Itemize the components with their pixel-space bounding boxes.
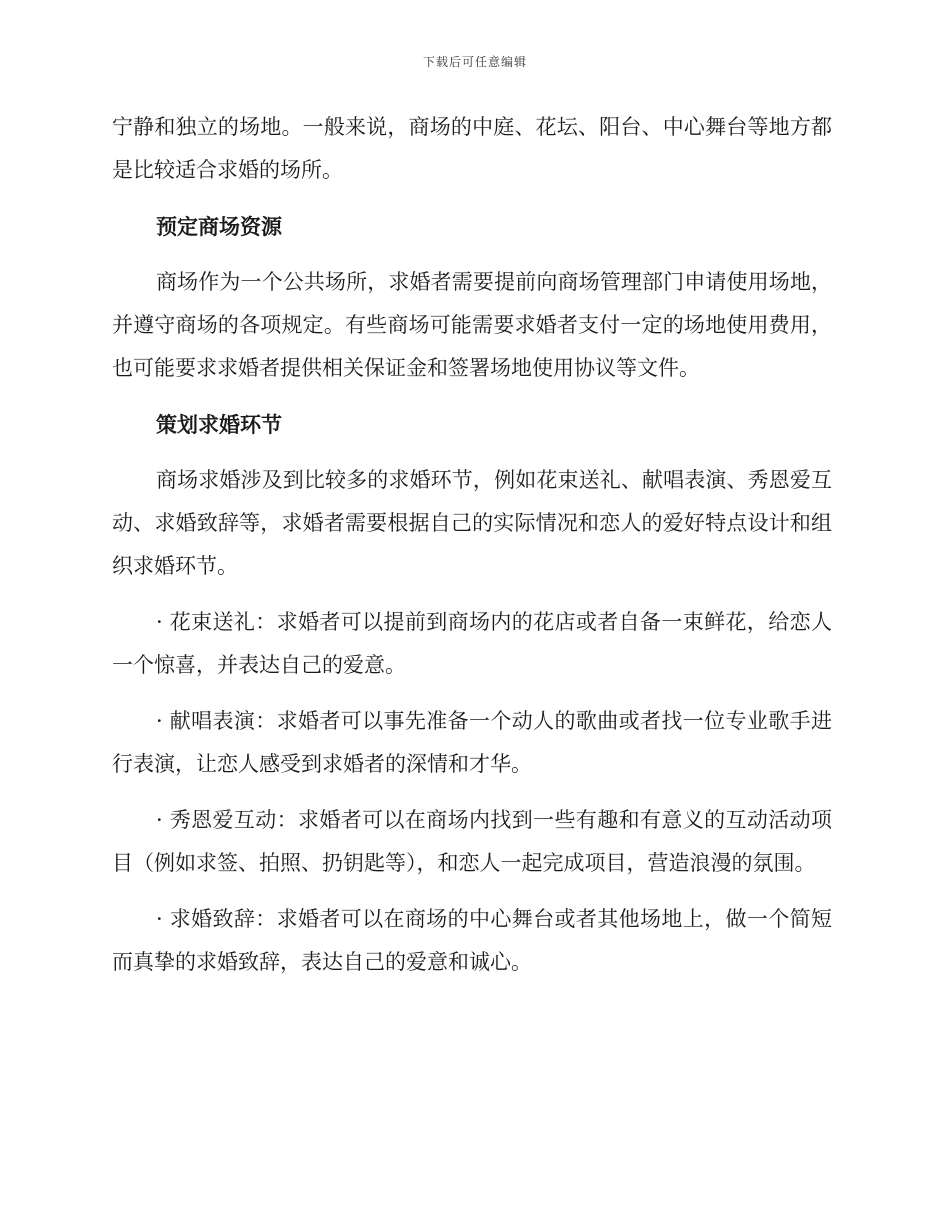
section-paragraph-plan: 商场求婚涉及到比较多的求婚环节，例如花束送礼、献唱表演、秀恩爱互动、求婚致辞等，求婚者需要根据自己的实际情况和恋人的爱好特点设计和组织求婚环节。 [112, 468, 832, 578]
header-note: 下载后可任意编辑 [422, 55, 527, 69]
document-body [112, 106, 832, 997]
bullet-item-singing: · 献唱表演：求婚者可以事先准备一个动人的歌曲或者找一位专业歌手进行表演，让恋人感受到求婚者的深情和才华。 [112, 709, 832, 776]
section-heading-reserve: 预定商场资源 [156, 214, 282, 239]
section-heading-plan: 策划求婚环节 [156, 412, 282, 437]
bullet-item-speech: · 求婚致辞：求婚者可以在商场的中心舞台或者其他场地上，做一个简短而真挚的求婚致辞，表达自己的爱意和诚心。 [112, 907, 832, 974]
section-paragraph-reserve: 商场作为一个公共场所，求婚者需要提前向商场管理部门申请使用场地，并遵守商场的各项规定。有些商场可能需要求婚者支付一定的场地使用费用，也可能要求求婚者提供相关保证金和签署场地使用协议等文件。 [112, 270, 832, 380]
intro-continuation-paragraph: 宁静和独立的场地。一般来说，商场的中庭、花坛、阳台、中心舞台等地方都是比较适合求婚的场所。 [112, 115, 832, 182]
bullet-item-flowers: · 花束送礼：求婚者可以提前到商场内的花店或者自备一束鲜花，给恋人一个惊喜，并表达自己的爱意。 [112, 610, 832, 677]
bullet-item-interaction: · 秀恩爱互动：求婚者可以在商场内找到一些有趣和有意义的互动活动项目（例如求签、拍照、扔钥匙等），和恋人一起完成项目，营造浪漫的氛围。 [112, 808, 832, 875]
